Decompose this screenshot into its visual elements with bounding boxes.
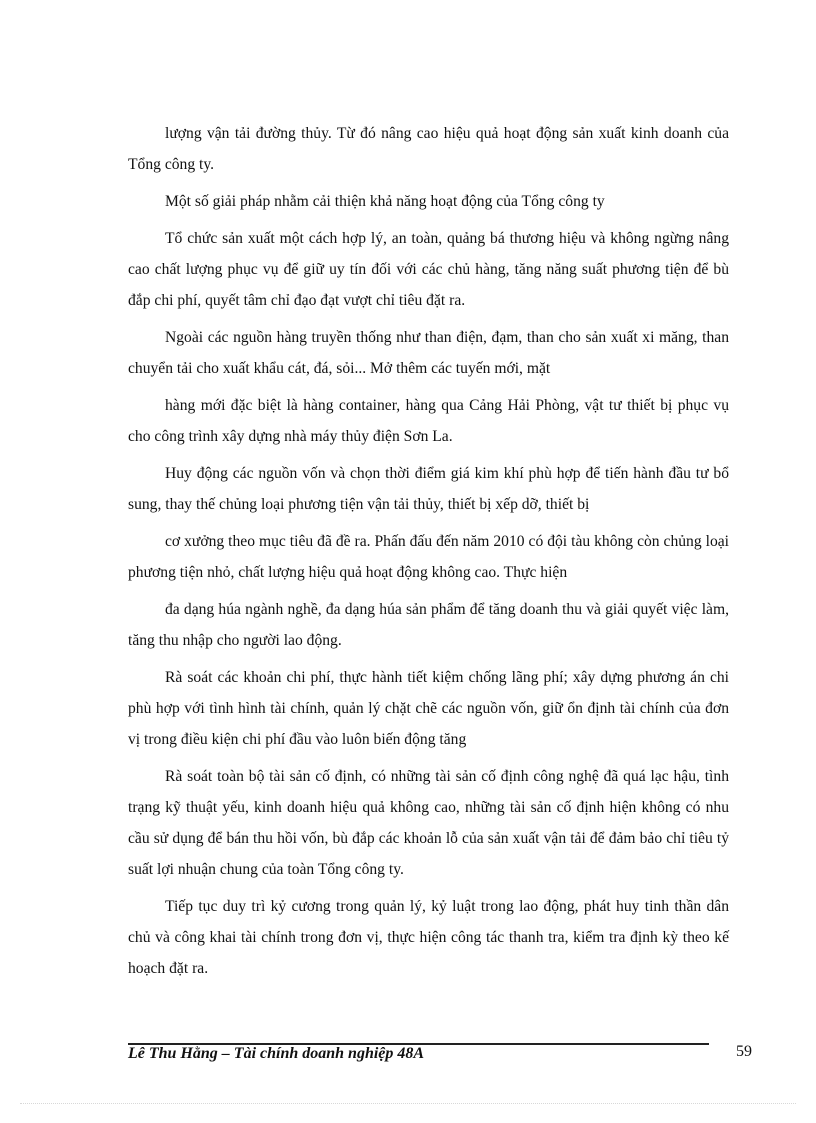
paragraph-6: Huy động các nguồn vốn và chọn thời điểm giá kim khí phù hợp để tiến hành đầu tư bổ sung, thay thế chủng loại phương tiện vận tải thủy, thiết bị xếp dỡ, thiết bị xyxy=(128,465,729,513)
paragraph-1: lượng vận tải đường thủy. Từ đó nâng cao hiệu quả hoạt động sản xuất kinh doanh của Tổng công ty. xyxy=(128,125,729,173)
paragraph-11: Tiếp tục duy trì kỷ cương trong quản lý, kỷ luật trong lao động, phát huy tinh thần dân chủ và công khai tài chính trong đơn vị, thực hiện công tác thanh tra, kiểm tra định kỳ theo kế hoạch đặt ra. xyxy=(128,898,729,977)
paragraph-5: hàng mới đặc biệt là hàng container, hàng qua Cảng Hải Phòng, vật tư thiết bị phục vụ cho công trình xây dựng nhà máy thủy điện Sơn La. xyxy=(128,397,729,445)
paragraph-3: Tổ chức sản xuất một cách hợp lý, an toàn, quảng bá thương hiệu và không ngừng nâng cao chất lượng phục vụ để giữ uy tín đối với các chủ hàng, tăng năng suất phương tiện để bù đắp chi phí, quyết tâm chỉ đạo đạt vượt chỉ tiêu đặt ra. xyxy=(128,230,729,309)
paragraph-8: đa dạng húa ngành nghề, đa dạng húa sản phẩm để tăng doanh thu và giải quyết việc làm, tăng thu nhập cho người lao động. xyxy=(128,601,729,649)
footer-author: Lê Thu Hằng – Tài chính doanh nghiệp 48A xyxy=(128,1045,425,1062)
body-text xyxy=(128,118,729,990)
paragraph-2: Một số giải pháp nhằm cải thiện khả năng hoạt động của Tổng công ty xyxy=(165,193,605,210)
paragraph-10: Rà soát toàn bộ tài sản cố định, có những tài sản cố định công nghệ đã quá lạc hậu, tình trạng kỹ thuật yếu, kinh doanh hiệu quả không cao, những tài sản cố định hiện không có nhu cầu sử dụng để bán thu hồi vốn, bù đắp các khoản lỗ của sản xuất vận tải để đảm bảo chỉ tiêu tỷ suất lợi nhuận chung của toàn Tổng công ty. xyxy=(128,768,729,878)
paragraph-7: cơ xưởng theo mục tiêu đã đề ra. Phấn đấu đến năm 2010 có đội tàu không còn chủng loại phương tiện nhỏ, chất lượng hiệu quả hoạt động không cao. Thực hiện xyxy=(128,533,729,581)
paragraph-4: Ngoài các nguồn hàng truyền thống như than điện, đạm, than cho sản xuất xi măng, than chuyển tải cho xuất khẩu cát, đá, sỏi... Mở thêm các tuyến mới, mặt xyxy=(128,329,729,377)
page-bottom-border xyxy=(20,1103,796,1104)
page-number: 59 xyxy=(736,1043,752,1060)
paragraph-9: Rà soát các khoản chi phí, thực hành tiết kiệm chống lãng phí; xây dựng phương án chi phù hợp với tình hình tài chính, quản lý chặt chẽ các nguồn vốn, giữ ổn định tài chính của đơn vị trong điều kiện chi phí đầu vào luôn biến động tăng xyxy=(128,669,729,748)
